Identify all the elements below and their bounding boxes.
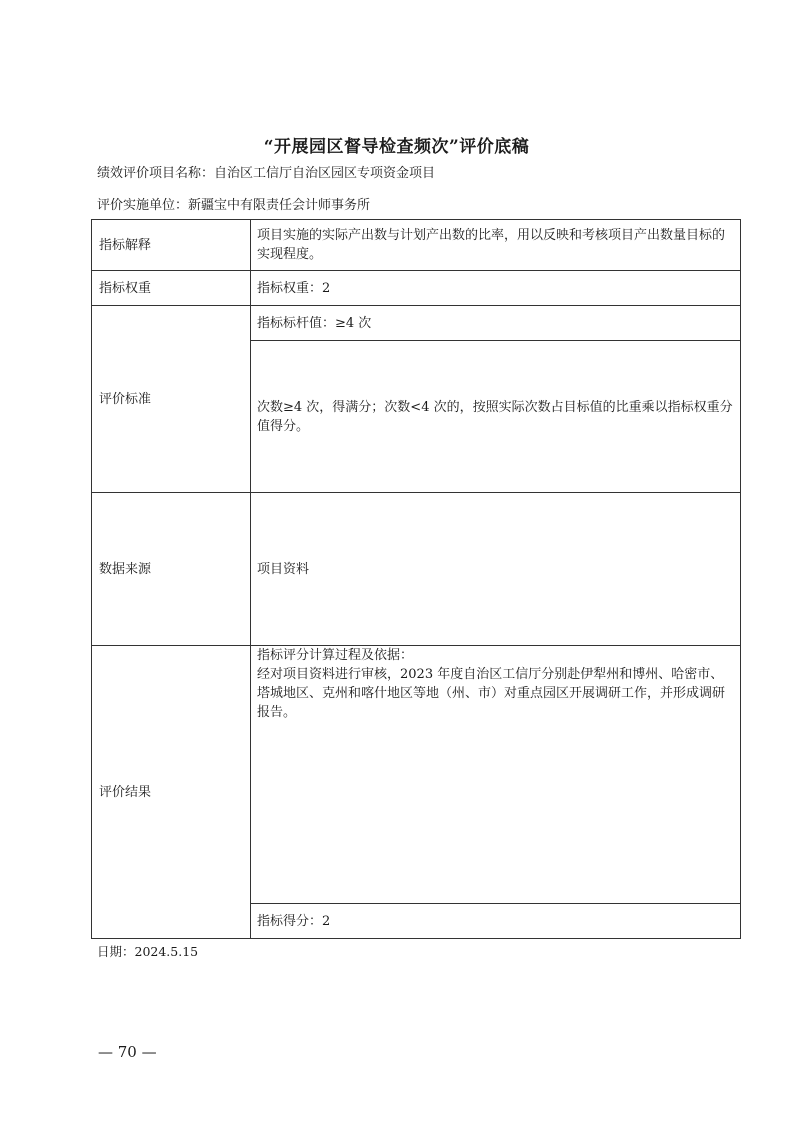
implementing-unit: 评价实施单位：新疆宝中有限责任会计师事务所	[97, 198, 371, 213]
table-row	[92, 493, 741, 646]
scoring-process-text: 经对项目资料进行审核，2023 年度自治区工信厅分别赴伊犁州和博州、哈密市、塔城地区、克州和喀什地区等地（州、市）对重点园区开展调研工作，并形成调研报告。	[257, 667, 726, 720]
row-label-indicator-weight: 指标权重	[92, 271, 251, 306]
table-row	[92, 306, 741, 341]
row-label-data-source: 数据来源	[92, 493, 251, 646]
row-label-evaluation-result: 评价结果	[92, 646, 251, 939]
data-source-text: 项目资料	[251, 493, 741, 646]
scoring-process-cell	[251, 646, 741, 904]
indicator-weight-text: 指标权重：2	[251, 271, 741, 306]
scoring-process-title: 指标评分计算过程及依据：	[257, 648, 414, 663]
criteria-text: 次数≥4 次，得满分；次数<4 次的，按照实际次数占目标值的比重乘以指标权重分值得分。	[251, 341, 741, 493]
row-label-evaluation-criteria: 评价标准	[92, 306, 251, 493]
table-row	[92, 271, 741, 306]
project-name: 绩效评价项目名称：自治区工信厅自治区园区专项资金项目	[97, 166, 436, 181]
evaluation-table	[91, 219, 741, 939]
indicator-explanation-text: 项目实施的实际产出数与计划产出数的比率，用以反映和考核项目产出数量目标的实现程度。	[251, 220, 741, 271]
page-number: — 70 —	[98, 1043, 157, 1061]
document-title: “开展园区督导检查频次”评价底稿	[263, 137, 530, 157]
benchmark-value-text: 指标标杆值：≥4 次	[251, 306, 741, 341]
evaluation-date: 日期：2024.5.15	[97, 944, 199, 959]
table-row	[92, 646, 741, 904]
row-label-indicator-explanation: 指标解释	[92, 220, 251, 271]
table-row	[92, 220, 741, 271]
indicator-score-text: 指标得分：2	[251, 904, 741, 939]
